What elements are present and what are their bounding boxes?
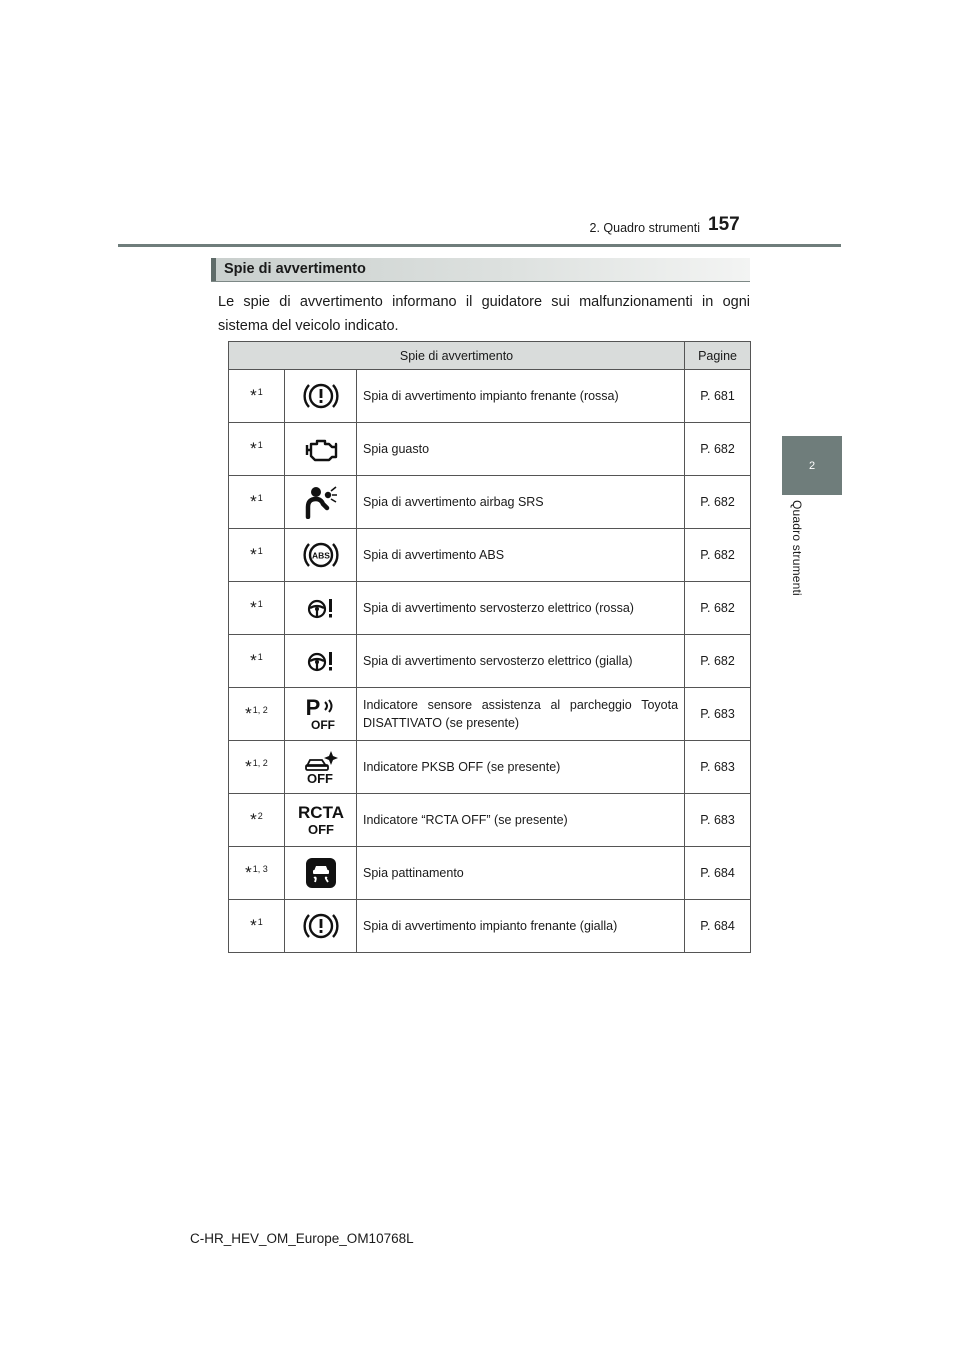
page-reference-link[interactable]: P. 683 xyxy=(685,794,751,847)
intro-paragraph: Le spie di avvertimento informano il guidatore sui malfunzionamenti in ogni sistema del veicolo indicato. xyxy=(218,294,750,334)
table-header-row xyxy=(229,342,751,370)
footnote-mark: *$^{1, 3}$ xyxy=(229,847,285,900)
light-description: Spia guasto xyxy=(357,423,685,476)
column-header-lights: Spie di avvertimento xyxy=(229,342,685,370)
brake-warning-red-icon xyxy=(285,370,357,423)
table-row xyxy=(229,423,751,476)
table-row xyxy=(229,794,751,847)
page-reference-link[interactable]: P. 682 xyxy=(685,476,751,529)
table-row xyxy=(229,370,751,423)
chapter-label: Quadro strumenti xyxy=(790,500,804,596)
table-row xyxy=(229,688,751,741)
table-row xyxy=(229,635,751,688)
page-reference-link[interactable]: P. 684 xyxy=(685,900,751,953)
page-reference-link[interactable]: P. 682 xyxy=(685,635,751,688)
light-description: Spia di avvertimento impianto frenante (gialla) xyxy=(357,900,685,953)
brake-warning-yellow-icon xyxy=(285,900,357,953)
light-description: Spia di avvertimento ABS xyxy=(357,529,685,582)
parking-sensor-off-icon xyxy=(285,688,357,741)
rcta-icon-label: RCTA xyxy=(297,803,344,822)
section-heading-bar xyxy=(211,258,750,282)
light-description: Spia di avvertimento airbag SRS xyxy=(357,476,685,529)
header-rule xyxy=(118,244,841,247)
light-description: Spia di avvertimento servosterzo elettrico (gialla) xyxy=(357,635,685,688)
page-reference-link[interactable]: P. 683 xyxy=(685,741,751,794)
pksb-off-icon xyxy=(285,741,357,794)
page-reference-link[interactable]: P. 683 xyxy=(685,688,751,741)
table-row xyxy=(229,476,751,529)
light-description: Indicatore “RCTA OFF” (se presente) xyxy=(357,794,685,847)
rcta-off-icon xyxy=(285,794,357,847)
engine-check-icon xyxy=(285,423,357,476)
footnote-mark: *$^1$ xyxy=(229,582,285,635)
slip-indicator-icon xyxy=(285,847,357,900)
table-row xyxy=(229,847,751,900)
light-description: Spia di avvertimento servosterzo elettrico (rossa) xyxy=(357,582,685,635)
page-reference-link[interactable]: P. 684 xyxy=(685,847,751,900)
section-title: Spie di avvertimento xyxy=(224,261,366,277)
power-steering-yellow-icon xyxy=(285,635,357,688)
airbag-icon xyxy=(285,476,357,529)
footnote-mark: *$^1$ xyxy=(229,529,285,582)
footnote-mark: *$^1$ xyxy=(229,370,285,423)
footnote-mark: *$^1$ xyxy=(229,476,285,529)
parking-icon-letter: P xyxy=(305,696,320,720)
rcta-icon-off-label: OFF xyxy=(307,822,334,837)
warning-lights-table xyxy=(228,341,751,953)
footnote-mark: *$^1$ xyxy=(229,635,285,688)
table-row xyxy=(229,582,751,635)
page-reference-link[interactable]: P. 682 xyxy=(685,582,751,635)
parking-icon-off-label: OFF xyxy=(310,718,335,732)
section-accent xyxy=(211,258,216,281)
page-number: 157 xyxy=(708,214,740,235)
page-reference-link[interactable]: P. 682 xyxy=(685,529,751,582)
footnote-mark: *$^2$ xyxy=(229,794,285,847)
table-row xyxy=(229,741,751,794)
table-row xyxy=(229,900,751,953)
page-reference-link[interactable]: P. 681 xyxy=(685,370,751,423)
light-description: Indicatore PKSB OFF (se presente) xyxy=(357,741,685,794)
power-steering-red-icon xyxy=(285,582,357,635)
footnote-mark: *$^1$ xyxy=(229,900,285,953)
abs-icon xyxy=(285,529,357,582)
page-reference-link[interactable]: P. 682 xyxy=(685,423,751,476)
chapter-tab[interactable] xyxy=(782,436,842,495)
light-description: Spia di avvertimento impianto frenante (rossa) xyxy=(357,370,685,423)
pksb-icon-off-label: OFF xyxy=(306,771,333,785)
column-header-pages: Pagine xyxy=(685,342,751,370)
footnote-mark: *$^{1, 2}$ xyxy=(229,741,285,794)
light-description: Indicatore sensore assistenza al parcheggio Toyota DISATTIVATO (se presente) xyxy=(357,688,685,741)
document-code: C-HR_HEV_OM_Europe_OM10768L xyxy=(190,1231,414,1246)
table-row xyxy=(229,529,751,582)
chapter-number: 2 xyxy=(808,459,816,472)
footnote-mark: *$^1$ xyxy=(229,423,285,476)
footnote-mark: *$^{1, 2}$ xyxy=(229,688,285,741)
svg-text:ABS: ABS xyxy=(311,550,330,561)
running-header: 2. Quadro strumenti xyxy=(589,221,700,235)
light-description: Spia pattinamento xyxy=(357,847,685,900)
